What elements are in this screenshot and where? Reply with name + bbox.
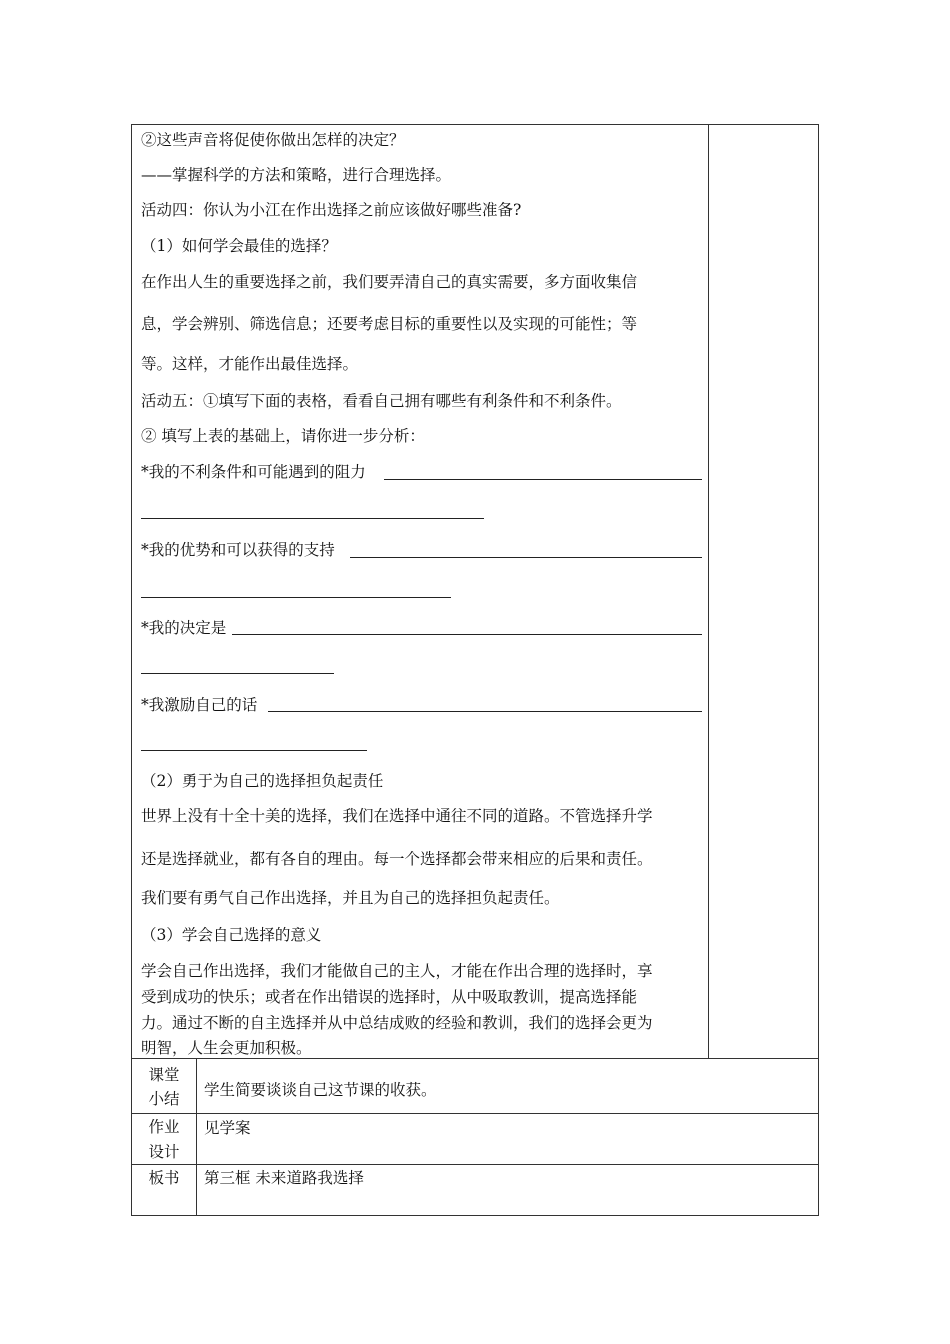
text-line: 我们要有勇气自己作出选择，并且为自己的选择担负起责任。 [141,889,560,907]
board-label: 板书 [148,1169,180,1187]
blank-line [232,634,702,635]
section-heading: （3）学会自己选择的意义 [141,926,322,944]
fill-prompt-decision: *我的决定是 [141,619,227,637]
text-line: 活动五：①填写下面的表格，看看自己拥有哪些有利条件和不利条件。 [141,392,622,410]
row-divider-board [132,1164,818,1165]
row-divider-summary [132,1058,818,1059]
row-divider-homework [132,1113,818,1114]
blank-line [141,518,484,519]
blank-line [141,597,451,598]
text-line: 世界上没有十全十美的选择，我们在选择中通往不同的道路。不管选择升学 [141,807,653,825]
fill-prompt-obstacles: *我的不利条件和可能遇到的阻力 [141,463,366,481]
summary-label: 小结 [148,1090,180,1108]
text-line: 还是选择就业，都有各自的理由。每一个选择都会带来相应的后果和责任。 [141,850,653,868]
text-line: 力。通过不断的自主选择并从中总结成败的经验和教训，我们的选择会更为 [141,1014,653,1032]
fill-prompt-motivation: *我激励自己的话 [141,696,258,714]
text-line: ②这些声音将促使你做出怎样的决定？ [141,131,405,149]
board-text: 第三框 未来道路我选择 [204,1169,364,1187]
homework-label: 作业 [148,1118,180,1136]
blank-line [350,557,702,558]
summary-label: 课堂 [148,1066,180,1084]
homework-text: 见学案 [204,1119,251,1137]
fill-prompt-strengths: *我的优势和可以获得的支持 [141,541,335,559]
section-heading: （1）如何学会最佳的选择？ [141,237,337,255]
text-line: 明智，人生会更加积极。 [141,1039,312,1057]
blank-line [141,750,367,751]
text-line: ——掌握科学的方法和策略，进行合理选择。 [141,166,452,184]
summary-text: 学生简要谈谈自己这节课的收获。 [204,1081,437,1099]
column-divider-label [196,1058,197,1215]
homework-label: 设计 [148,1143,180,1161]
column-divider-right [708,125,709,1058]
blank-line [141,673,334,674]
text-line: ② 填写上表的基础上，请你进一步分析： [141,427,425,445]
text-line: 学会自己作出选择，我们才能做自己的主人，才能在作出合理的选择时，享 [141,962,653,980]
text-line: 受到成功的快乐；或者在作出错误的选择时，从中吸取教训，提高选择能 [141,988,638,1006]
text-line: 活动四：你认为小江在作出选择之前应该做好哪些准备? [141,201,522,219]
section-heading: （2）勇于为自己的选择担负起责任 [141,772,384,790]
text-line: 在作出人生的重要选择之前，我们要弄清自己的真实需要，多方面收集信 [141,273,638,291]
text-line: 息，学会辨别、筛选信息；还要考虑目标的重要性以及实现的可能性；等 [141,315,638,333]
text-line: 等。这样，才能作出最佳选择。 [141,355,359,373]
blank-line [384,479,702,480]
blank-line [268,711,702,712]
